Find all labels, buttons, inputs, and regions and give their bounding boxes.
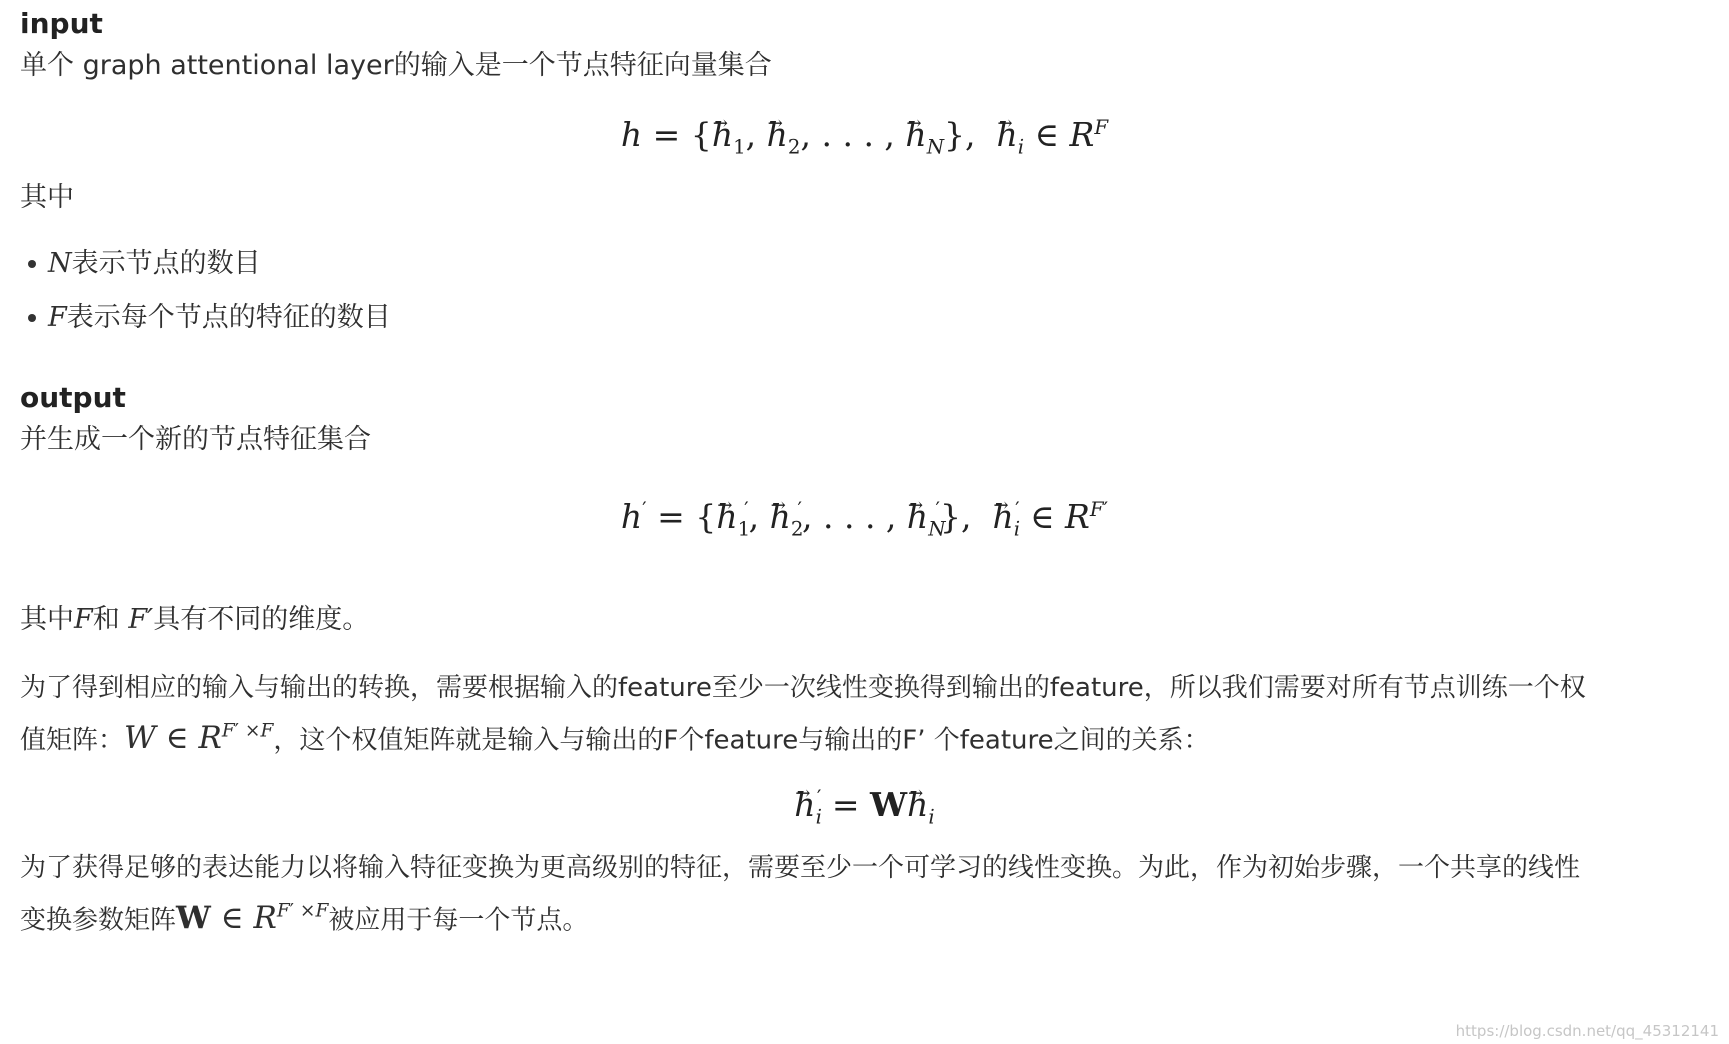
paragraph-2-line-1: 为了获得足够的表达能力以将输入特征变换为更高级别的特征，需要至少一个可学习的线性变换。为此，作为初始步骤，一个共享的线性 (20, 853, 1581, 883)
bullet-icon (28, 314, 36, 322)
input-heading: input (20, 7, 103, 40)
dimension-note (20, 604, 369, 636)
list-item (48, 302, 391, 334)
p1-suffix: ，这个权值矩阵就是输入与输出的F个feature与输出的F’ 个feature之间的关系： (273, 725, 1210, 756)
watermark: https://blog.csdn.net/qq_45312141 (1455, 1022, 1719, 1040)
dim-suffix: 具有不同的维度。 (153, 604, 370, 635)
bullet-text: 表示每个节点的特征的数目 (66, 302, 391, 333)
symbol-f-prime: F′ (128, 604, 154, 635)
input-description: 单个 graph attentional layer的输入是一个节点特征向量集合 (20, 50, 772, 81)
symbol-f: F (74, 604, 93, 635)
output-equation: h′ = {→ $h_1'$, → $h_2'$, . . . , → $h_N'$}, → $h_i'$ ∈ $R^{F'}$ (0, 490, 1729, 550)
linear-transform-equation: → $h_i' = W\to h_i$ (0, 778, 1729, 838)
bullet-text: 表示节点的数目 (71, 248, 261, 279)
shared-matrix-formula: W ∈ $R^{F' \times F}$ (176, 900, 329, 937)
where-label: 其中 (20, 182, 74, 213)
p2-suffix: 被应用于每一个节点。 (328, 905, 589, 936)
input-equation: h = {→ $h_1$, → $h_2$, . . . , → $h_N$}, → $h_i$ ∈ $R^F$ (0, 108, 1729, 168)
weight-matrix-formula: W ∈ $R^{F' \times F}$ (124, 720, 274, 757)
p2-prefix: 变换参数矩阵 (20, 905, 177, 936)
p1-prefix: 值矩阵： (20, 725, 125, 756)
paragraph-1-line-1: 为了得到相应的输入与输出的转换，需要根据输入的feature至少一次线性变换得到输出的feature，所以我们需要对所有节点训练一个权 (20, 673, 1586, 703)
symbol-n: N (48, 248, 72, 279)
paragraph-1-line-2 (20, 716, 1210, 756)
symbol-f: F (48, 302, 67, 333)
output-description: 并生成一个新的节点特征集合 (20, 424, 371, 455)
dim-prefix: 其中 (20, 604, 74, 635)
paragraph-2-line-2 (20, 896, 588, 936)
dim-and: 和 (92, 604, 129, 635)
output-heading: output (20, 381, 126, 414)
list-item (48, 248, 261, 280)
bullet-icon (28, 260, 36, 268)
